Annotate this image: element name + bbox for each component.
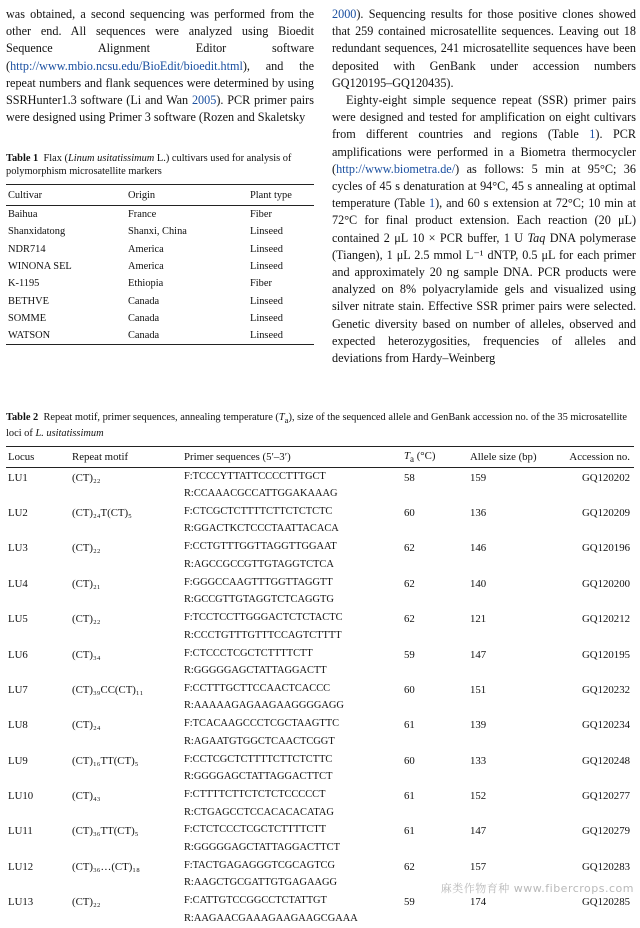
cell-annealing-temp: 61 xyxy=(404,790,415,803)
table-ref-link[interactable]: 1 xyxy=(589,127,596,142)
cell-primer-sequences xyxy=(182,786,402,821)
reverse-primer: R:GGGGGAGCTATTAGGACTT xyxy=(184,664,327,676)
reverse-primer: R:AAGCTGCGATTGTGAGAAGG xyxy=(184,877,337,889)
cell-allele-size: 147 xyxy=(470,648,487,661)
forward-primer: F:CTCCCTCGCTCTTTTCTT xyxy=(184,647,313,659)
right-paragraph-1 xyxy=(332,6,636,92)
cell-allele-size: 139 xyxy=(470,719,487,732)
cell-accession: GQ120283 xyxy=(582,860,630,873)
cell-repeat-motif: (CT)₂₂ xyxy=(72,542,101,555)
cell-repeat-motif: (CT)₃₄ xyxy=(72,648,101,661)
table-ref-link[interactable]: 1 xyxy=(428,196,436,211)
cell-cultivar: WATSON xyxy=(6,327,126,345)
cell-locus: LU2 xyxy=(8,506,28,519)
cell-primer-sequences xyxy=(182,821,402,856)
reverse-primer: R:AGAATGTGGCTCAACTCGGT xyxy=(184,735,335,747)
header-origin: Origin xyxy=(128,189,156,201)
header-allele-size: Allele size (bp) xyxy=(470,451,537,464)
ta-symbol: T xyxy=(404,450,411,462)
cell-annealing-temp: 62 xyxy=(404,542,415,555)
cell-primer-sequences xyxy=(182,574,402,609)
cell-primer-sequences xyxy=(182,538,402,573)
cell-primer-sequences xyxy=(182,751,402,786)
reverse-primer: R:GGGGAGCTATTAGGACTTCT xyxy=(184,771,333,783)
forward-primer: F:CATTGTCCGGCCTCTATTGT xyxy=(184,895,327,907)
cell-allele-size: 140 xyxy=(470,577,487,590)
cell-allele-size: 133 xyxy=(470,754,487,767)
cell-origin: America xyxy=(128,261,164,273)
biometra-link[interactable]: http://www.biometra.de/ xyxy=(336,161,456,176)
cell-annealing-temp: 62 xyxy=(404,860,415,873)
table-row xyxy=(6,292,314,309)
cell-cultivar: Baihua xyxy=(8,209,38,221)
text-run: DNA polymerase (Tiangen), 1 μL 2.5 mmol L⁻¹ dNTP, 0.5 μL for each primer and approximately 20 ng sample DNA. PCR products were analyzed on 8% polyacrylamide gels and visualized using silver nitrate stain. Effective SSR primer pairs were selected. Genetic diversity based on number of alleles, observed and expected heterozygosities, frequencies of alleles and deviations from Hardy–Weinberg xyxy=(332,230,636,366)
table-row xyxy=(6,609,634,644)
table-row xyxy=(6,786,634,821)
reverse-primer: R:GGGGGAGCTATTAGGACTTCT xyxy=(184,841,340,853)
caption-text: L.) cultivars used for analysis of polymorphism microsatellite markers xyxy=(6,153,292,177)
table-1-body xyxy=(6,206,314,345)
cell-locus: LU4 xyxy=(8,577,28,590)
table-header-row xyxy=(6,185,314,206)
text-run: ) as follows: 5 min at 95°C; 36 cycles of 45 s denaturation at 94°C, 45 s annealing at optimal temperature (Table xyxy=(332,161,636,211)
cell-annealing-temp: 61 xyxy=(404,719,415,732)
cell-origin: Ethiopia xyxy=(128,278,164,290)
cell-origin: Canada xyxy=(126,327,248,345)
table-row xyxy=(6,821,634,856)
cell-plant-type: Linseed xyxy=(250,261,283,273)
cell-primer-sequences xyxy=(182,892,402,927)
caption-text: ), size of the sequenced allele and GenBank accession no. of the 35 microsatellite loci of xyxy=(6,412,627,440)
cell-accession: GQ120200 xyxy=(582,577,630,590)
cell-repeat-motif: (CT)₂₂ xyxy=(72,896,101,909)
table-1 xyxy=(6,152,314,345)
cell-locus: LU3 xyxy=(8,542,28,555)
cell-origin: Canada xyxy=(128,312,160,324)
watermark: 麻类作物育种 www.fibercrops.com xyxy=(440,882,634,895)
table-row xyxy=(6,503,634,538)
cell-repeat-motif: (CT)₂₄T(CT)₅ xyxy=(72,506,132,519)
cell-annealing-temp: 61 xyxy=(404,825,415,838)
cell-allele-size: 152 xyxy=(470,790,487,803)
cell-allele-size: 159 xyxy=(470,472,487,485)
text-run: ). PCR amplifications were performed in a Biometra thermocycler ( xyxy=(332,127,636,176)
text-run: was obtained, a second sequencing was performed from the other end. All sequences were analyzed using Bioedit Sequence Alignment Editor software ( xyxy=(6,7,314,73)
cell-plant-type: Fiber xyxy=(250,209,272,221)
cell-primer-sequences xyxy=(182,468,402,503)
table-row xyxy=(6,574,634,609)
right-paragraph-2 xyxy=(332,92,636,367)
cell-annealing-temp: 59 xyxy=(404,648,415,661)
table-1-grid xyxy=(6,184,314,345)
cell-locus: LU5 xyxy=(8,613,28,626)
cell-origin: Shanxi, China xyxy=(128,226,187,238)
reverse-primer: R:AAAAAGAGAAGAAGGGGAGG xyxy=(184,700,344,712)
italic-term: Taq xyxy=(527,230,546,245)
reverse-primer: R:CCAAACGCCATTGGAKAAAG xyxy=(184,488,338,500)
cell-cultivar: NDR714 xyxy=(8,243,46,255)
cell-locus: LU7 xyxy=(8,683,28,696)
table-2-caption xyxy=(6,411,634,440)
ta-subscript: a xyxy=(410,454,415,465)
caption-text: Flax ( xyxy=(43,153,68,164)
text-run: ), and 60 s extension at 72°C; 10 min at 72°C for final product extension. Each reaction (20 μL) contained 2 μL 10 × PCR buffer, 1 U xyxy=(332,196,636,245)
cell-primer-sequences xyxy=(182,609,402,644)
cell-repeat-motif: (CT)₄₃ xyxy=(72,790,101,803)
cell-annealing-temp: 58 xyxy=(404,472,415,485)
cell-annealing-temp: 60 xyxy=(404,506,415,519)
cell-locus: LU1 xyxy=(8,472,28,485)
header-annealing-temp xyxy=(402,447,468,468)
table-row xyxy=(6,310,314,327)
cell-allele-size: 146 xyxy=(470,542,487,555)
cell-repeat-motif: (CT)₂₁ xyxy=(72,577,101,590)
reverse-primer: R:GCCGTTGTAGGTCTCAGGTG xyxy=(184,594,334,606)
cell-locus: LU6 xyxy=(8,648,28,661)
cell-accession: GQ120234 xyxy=(582,719,630,732)
cell-plant-type: Linseed xyxy=(250,226,283,238)
text-run: ). PCR primer pairs were designed using Primer 3 software (Rozen and Skaletsky xyxy=(6,93,314,125)
table-row xyxy=(6,751,634,786)
header-primer-sequences: Primer sequences (5′–3′) xyxy=(184,451,291,464)
reverse-primer: R:CCCTGTTTGTTTCCAGTCTTTT xyxy=(184,629,342,641)
forward-primer: F:TCACAAGCCCTCGCTAAGTTC xyxy=(184,718,340,730)
cell-accession: GQ120212 xyxy=(582,613,630,626)
cell-locus: LU10 xyxy=(8,790,34,803)
cell-locus: LU13 xyxy=(8,896,34,909)
cell-annealing-temp: 62 xyxy=(404,613,415,626)
cell-primer-sequences xyxy=(182,645,402,680)
cell-accession: GQ120277 xyxy=(582,790,630,803)
cell-locus: LU9 xyxy=(8,754,28,767)
cell-allele-size: 147 xyxy=(470,825,487,838)
cell-repeat-motif: (CT)₂₂ xyxy=(72,472,101,485)
bioedit-link[interactable]: http://www.mbio.ncsu.edu/BioEdit/bioedit.html xyxy=(10,58,243,73)
left-paragraph xyxy=(6,6,314,126)
cell-annealing-temp: 59 xyxy=(404,896,415,909)
table-row xyxy=(6,241,314,258)
cell-cultivar: Shanxidatong xyxy=(8,226,66,238)
table-row xyxy=(6,258,314,275)
forward-primer: F:CTTTTCTTCTCTCTCCCCCT xyxy=(184,789,326,801)
cell-repeat-motif: (CT)₂₄ xyxy=(72,719,101,732)
header-cultivar: Cultivar xyxy=(8,189,43,201)
text-run: ), and the repeat numbers and flank sequences were determined by using SSRHunter1.3 software (Li and Wan xyxy=(6,58,314,108)
forward-primer: F:TCCTCCTTGGGACTCTCTACTC xyxy=(184,612,343,624)
citation-link[interactable]: 2000 xyxy=(332,7,357,21)
forward-primer: F:GGGCCAAGTTTGGTTAGGTT xyxy=(184,576,333,588)
cell-accession: GQ120232 xyxy=(582,683,630,696)
cell-cultivar: K-1195 xyxy=(8,278,40,290)
table-row xyxy=(6,327,314,345)
cell-locus: LU11 xyxy=(8,825,33,838)
cell-repeat-motif: (CT)₃₉CC(CT)₁₁ xyxy=(72,683,144,696)
table-label: Table 1 xyxy=(6,153,39,164)
cell-accession: GQ120248 xyxy=(582,754,630,767)
cell-cultivar: SOMME xyxy=(8,312,47,324)
header-accession: Accession no. xyxy=(569,451,630,464)
cell-allele-size: 121 xyxy=(470,613,487,626)
cell-allele-size: 157 xyxy=(470,860,487,873)
forward-primer: F:CTCTCCCTCGCTCTTTTCTT xyxy=(184,824,327,836)
caption-species: Linum usitatissimum xyxy=(67,153,155,164)
header-plant-type: Plant type xyxy=(250,189,292,201)
cell-cultivar: BETHVE xyxy=(8,295,49,307)
cell-primer-sequences xyxy=(182,680,402,715)
table-row xyxy=(6,892,634,927)
cell-annealing-temp: 60 xyxy=(404,683,415,696)
cell-annealing-temp: 60 xyxy=(404,754,415,767)
caption-species: L. usitatissimum xyxy=(35,428,104,440)
cell-accession: GQ120279 xyxy=(582,825,630,838)
cell-plant-type: Linseed xyxy=(250,312,283,324)
reverse-primer: R:CTGAGCCTCCACACACATAG xyxy=(184,806,334,818)
table-row xyxy=(6,206,314,224)
right-column-text xyxy=(332,6,636,367)
table-row xyxy=(6,680,634,715)
caption-text: Repeat motif, primer sequences, annealing temperature ( xyxy=(43,412,279,423)
cell-plant-type: Linseed xyxy=(248,327,314,345)
cell-primer-sequences xyxy=(182,857,402,892)
forward-primer: F:CCTGTTTGGTTAGGTTGGAAT xyxy=(184,541,337,553)
table-row xyxy=(6,538,634,573)
forward-primer: F:TACTGAGAGGGTCGCAGTCG xyxy=(184,859,335,871)
table-row xyxy=(6,715,634,750)
table-2 xyxy=(6,411,634,928)
cell-repeat-motif: (CT)₁₆TT(CT)₅ xyxy=(72,754,139,767)
table-2-grid xyxy=(6,446,634,928)
cell-allele-size: 151 xyxy=(470,683,487,696)
forward-primer: F:CTCGCTCTTTTCTTCTCTCTC xyxy=(184,505,333,517)
forward-primer: F:CCTCGCTCTTTTCTTCTCTTC xyxy=(184,753,333,765)
table-row xyxy=(6,275,314,292)
table-row xyxy=(6,468,634,503)
cell-annealing-temp: 62 xyxy=(404,577,415,590)
cell-primer-sequences xyxy=(182,503,402,538)
cell-plant-type: Linseed xyxy=(250,295,283,307)
table-1-caption xyxy=(6,152,314,178)
left-column-text xyxy=(6,6,314,126)
reverse-primer: R:GGACTKCTCCCTAATTACACA xyxy=(184,523,339,535)
cell-origin: France xyxy=(128,209,157,221)
cell-repeat-motif: (CT)₂₂ xyxy=(72,613,101,626)
cell-plant-type: Fiber xyxy=(250,278,272,290)
table-header-row xyxy=(6,447,634,468)
cell-cultivar: WINONA SEL xyxy=(8,261,72,273)
header-repeat-motif: Repeat motif xyxy=(72,451,129,464)
table-row xyxy=(6,223,314,240)
table-row xyxy=(6,645,634,680)
cell-accession: GQ120209 xyxy=(582,506,630,519)
cell-locus: LU8 xyxy=(8,719,28,732)
cell-accession: GQ120202 xyxy=(582,472,630,485)
header-locus: Locus xyxy=(8,451,35,464)
cell-origin: Canada xyxy=(128,295,160,307)
cell-repeat-motif: (CT)₃₆TT(CT)₅ xyxy=(72,825,139,838)
cell-allele-size: 136 xyxy=(470,506,487,519)
citation-link[interactable]: 2005 xyxy=(191,93,217,108)
text-run: Eighty-eight simple sequence repeat (SSR) primer pairs were designed and tested for amplification on eight cultivars from different countries and regions (Table xyxy=(332,93,636,142)
forward-primer: F:CCTTTGCTTCCAACTCACCC xyxy=(184,682,331,694)
cell-primer-sequences xyxy=(182,715,402,750)
ta-unit: (°C) xyxy=(414,450,436,462)
forward-primer: F:TCCCYTTATTCCCCTTTGCT xyxy=(184,471,326,483)
table-label: Table 2 xyxy=(6,412,39,423)
cell-plant-type: Linseed xyxy=(250,243,283,255)
reverse-primer: R:AAGAACGAAAGAAGAAGCGAAA xyxy=(184,912,358,924)
cell-accession: GQ120285 xyxy=(582,896,630,909)
table-2-body xyxy=(6,468,634,928)
cell-allele-size: 174 xyxy=(470,896,487,909)
caption-ta-sub: a xyxy=(284,415,289,426)
cell-locus: LU12 xyxy=(8,860,34,873)
cell-accession: GQ120195 xyxy=(582,648,630,661)
text-run: ). Sequencing results for those positive clones showed that 259 contained microsatellite sequences. Leaving out 18 redundant sequences, 241 microsatellite sequences have been deposited with GenBank under accession numbers GQ120195–GQ120435). xyxy=(332,7,636,90)
reverse-primer: R:AGCCGCCGTTGTAGGTCTCA xyxy=(184,558,334,570)
caption-ta: T xyxy=(278,412,285,423)
cell-origin: America xyxy=(128,243,164,255)
cell-repeat-motif: (CT)₃₆…(CT)₁₈ xyxy=(72,860,140,873)
cell-accession: GQ120196 xyxy=(582,542,630,555)
